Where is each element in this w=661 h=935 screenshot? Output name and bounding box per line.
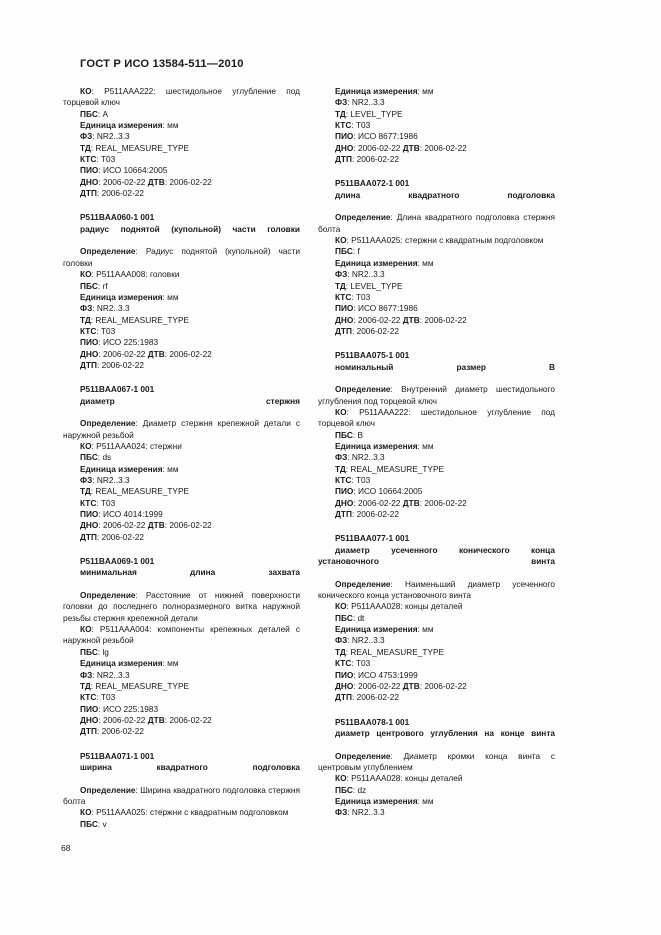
td-line-value: LEVEL_TYPE	[350, 280, 403, 291]
term-name: диаметр усеченного конического конца установочного винта	[318, 544, 555, 567]
ko-line-label: КО	[80, 86, 92, 96]
unit-line-value: мм	[422, 257, 434, 268]
unit-line: Единица измерения: мм	[80, 658, 179, 669]
ko-line-value: P511AAA028: концы деталей	[351, 601, 463, 612]
pbs-line-value: ds	[102, 452, 112, 463]
pbs-line-label: ПБС	[80, 818, 98, 829]
dno-value: 2006-02-22	[357, 497, 401, 508]
pio-line-value: ИСО 8677:1986	[358, 131, 418, 142]
pio-line-label: ПИО	[335, 131, 354, 142]
unit-line-value: мм	[167, 658, 179, 669]
definition-label: Определение	[80, 784, 136, 795]
pbs-line: ПБС: f	[335, 246, 360, 257]
fz-line: ФЗ: NR2..3.3	[80, 131, 130, 142]
term-entry	[63, 86, 300, 199]
pbs-line-label: ПБС	[335, 784, 353, 795]
ko-line-label: КО	[335, 601, 347, 612]
pio-line: ПИО: ИСО 8677:1986	[335, 303, 418, 314]
pbs-line-value: lg	[102, 646, 109, 657]
term-code: P511BAA078-1 001	[335, 716, 410, 727]
ko-line-value: P511AAA004: компоненты крепежных деталей с наружной резьбой	[63, 624, 300, 646]
unit-line-value: мм	[167, 120, 179, 131]
ko-line: КО: P511AAA222: шестидольное углубление под торцевой ключ	[318, 406, 555, 429]
term-code: P511BAA071-1 001	[80, 750, 155, 761]
dtv-value: 2006-02-22	[169, 520, 212, 531]
dtp-line: ДТП: 2006-02-22	[80, 531, 145, 542]
dtp-line: ДТП: 2006-02-22	[335, 154, 400, 165]
ko-line-value: P511AAA025: стержни с квадратным подголовком	[96, 807, 289, 818]
dtp-line: ДТП: 2006-02-22	[80, 726, 145, 737]
fz-line-label: ФЗ	[335, 452, 348, 463]
dtv-label: ДТВ	[147, 176, 165, 187]
pbs-line-value: f	[357, 246, 360, 257]
ko-line-label: КО	[335, 235, 347, 246]
pio-line-label: ПИО	[335, 303, 354, 314]
td-line: ТД: REAL_MEASURE_TYPE	[80, 680, 190, 691]
dno-label: ДНО	[335, 497, 354, 508]
kts-line-value: T03	[100, 692, 116, 703]
pbs-line: ПБС: rf	[80, 280, 108, 291]
dtv-value: 2006-02-22	[169, 176, 212, 187]
pio-line-label: ПИО	[335, 486, 354, 497]
dtv-label: ДТВ	[147, 714, 165, 725]
dno-dtv-line: ДНО: 2006-02-22 ДТВ: 2006-02-22	[80, 348, 212, 359]
pbs-line-value: A	[102, 108, 108, 119]
term-code: P511BAA072-1 001	[335, 178, 410, 189]
fz-line-value: NR2..3.3	[351, 97, 385, 108]
right-column	[318, 86, 555, 830]
pbs-line: ПБС: B	[335, 429, 363, 440]
pio-line-value: ИСО 225:1983	[103, 337, 159, 348]
dtp-line-label: ДТП	[80, 531, 97, 542]
unit-line-label: Единица измерения	[80, 658, 163, 669]
pbs-line-label: ПБС	[80, 646, 98, 657]
fz-line-label: ФЗ	[80, 303, 93, 314]
term-name: номинальный размер B	[335, 361, 555, 372]
definition-label: Определение	[80, 590, 136, 601]
definition-line: Определение: Внутренний диаметр шестидольного углубления под торцевой ключ	[318, 384, 555, 406]
unit-line: Единица измерения: мм	[335, 86, 434, 96]
pbs-line: ПБС: dt	[335, 612, 365, 623]
pbs-line-label: ПБС	[80, 452, 98, 463]
pbs-line: ПБС: v	[80, 818, 107, 829]
ko-line-label: КО	[80, 440, 92, 451]
ko-line-value: P511AAA222: шестидольное углубление под торцевой ключ	[63, 86, 300, 108]
dno-label: ДНО	[335, 142, 354, 153]
ko-line-value: P511AAA024: стержни	[96, 440, 182, 451]
definition-line: Определение: Длина квадратного подголовка стержня болта	[318, 212, 555, 234]
fz-line-value: NR2..3.3	[96, 669, 130, 680]
unit-line-value: мм	[422, 86, 434, 96]
dno-label: ДНО	[80, 520, 99, 531]
term-code: P511BAA075-1 001	[335, 350, 410, 361]
dno-value: 2006-02-22	[102, 714, 146, 725]
td-line-label: ТД	[335, 463, 346, 474]
td-line: ТД: LEVEL_TYPE	[335, 280, 403, 291]
page-number: 68	[61, 843, 71, 853]
pio-line-label: ПИО	[80, 703, 99, 714]
ko-line-label: КО	[335, 773, 347, 784]
definition-line: Определение: Расстояние от нижней поверхности головки до последнего полноразмерного витка наружной резьбы стержня крепежной детали	[63, 590, 300, 623]
definition-label: Определение	[335, 578, 391, 589]
dno-dtv-line: ДНО: 2006-02-22 ДТВ: 2006-02-22	[335, 680, 467, 691]
td-line: ТД: REAL_MEASURE_TYPE	[80, 486, 190, 497]
term-entry	[318, 86, 555, 165]
dno-dtv-line: ДНО: 2006-02-22 ДТВ: 2006-02-22	[335, 314, 467, 325]
definition-value: Расстояние от нижней поверхности головки до последнего полноразмерного витка наружной резьбы стержня крепежной детали	[63, 590, 300, 623]
pio-line: ПИО: ИСО 4014:1999	[80, 509, 163, 520]
dtp-line-label: ДТП	[335, 509, 352, 520]
kts-line-value: T03	[355, 120, 371, 131]
term-entry	[63, 212, 300, 371]
ko-line: КО: P511AAA024: стержни	[80, 440, 182, 451]
dno-value: 2006-02-22	[102, 520, 146, 531]
dtv-label: ДТВ	[402, 142, 420, 153]
td-line: ТД: REAL_MEASURE_TYPE	[80, 314, 190, 325]
dtp-line-value: 2006-02-22	[356, 154, 400, 165]
fz-line-value: NR2..3.3	[351, 635, 385, 646]
dtp-line: ДТП: 2006-02-22	[335, 325, 400, 336]
ko-line-label: КО	[80, 269, 92, 280]
fz-line-label: ФЗ	[335, 807, 348, 818]
unit-line-label: Единица измерения	[335, 86, 418, 96]
dtp-line-label: ДТП	[335, 692, 352, 703]
term-entry	[318, 717, 555, 819]
kts-line-label: КТС	[80, 692, 97, 703]
fz-line-value: NR2..3.3	[96, 475, 130, 485]
pio-line: ПИО: ИСО 225:1983	[80, 337, 159, 348]
pio-line: ПИО: ИСО 10664:2005	[80, 165, 168, 176]
pio-line-label: ПИО	[80, 165, 99, 176]
fz-line: ФЗ: NR2..3.3	[335, 807, 385, 818]
dno-dtv-line: ДНО: 2006-02-22 ДТВ: 2006-02-22	[80, 176, 212, 187]
dno-label: ДНО	[80, 348, 99, 359]
unit-line-value: мм	[167, 463, 179, 474]
ko-line: КО: P511AAA028: концы деталей	[335, 601, 463, 612]
dtp-line: ДТП: 2006-02-22	[335, 509, 400, 520]
fz-line-value: NR2..3.3	[351, 452, 385, 463]
unit-line-label: Единица измерения	[335, 624, 418, 635]
dtv-label: ДТВ	[402, 680, 420, 691]
td-line-label: ТД	[335, 108, 346, 119]
term-name: диаметр центрового углубления на конце винта	[335, 727, 555, 738]
pio-line-value: ИСО 4753:1999	[358, 669, 418, 680]
dtp-line-value: 2006-02-22	[101, 359, 145, 370]
td-line-label: ТД	[335, 280, 346, 291]
fz-line: ФЗ: NR2..3.3	[80, 475, 130, 485]
td-line-label: ТД	[80, 142, 91, 153]
kts-line-label: КТС	[335, 291, 352, 302]
kts-line: КТС: T03	[80, 154, 116, 165]
fz-line-label: ФЗ	[80, 669, 93, 680]
term-entry	[318, 350, 555, 520]
kts-line-label: КТС	[80, 325, 97, 336]
term-entry	[63, 751, 300, 830]
pbs-line: ПБС: lg	[80, 646, 109, 657]
dno-value: 2006-02-22	[357, 314, 401, 325]
ko-line-label: КО	[80, 807, 92, 818]
term-name: диаметр стержня	[80, 395, 300, 406]
unit-line-label: Единица измерения	[335, 440, 418, 451]
kts-line-value: T03	[355, 658, 371, 669]
page-header: ГОСТ Р ИСО 13584-511—2010	[80, 58, 244, 70]
td-line: ТД: REAL_MEASURE_TYPE	[80, 142, 190, 153]
term-code: P511BAA077-1 001	[335, 533, 410, 544]
dtv-value: 2006-02-22	[169, 714, 212, 725]
definition-label: Определение	[80, 418, 136, 429]
term-name: радиус поднятой (купольной) части головки	[80, 223, 300, 234]
kts-line-value: T03	[355, 475, 371, 485]
fz-line-label: ФЗ	[335, 269, 348, 280]
definition-value: Диаметр кромки конца винта с центровым углублением	[318, 750, 555, 772]
ko-line: КО: P511AAA008: головки	[80, 269, 180, 280]
kts-line: КТС: T03	[80, 325, 116, 336]
kts-line: КТС: T03	[335, 120, 371, 131]
td-line: ТД: REAL_MEASURE_TYPE	[335, 463, 445, 474]
td-line-value: REAL_MEASURE_TYPE	[95, 680, 190, 691]
term-name: минимальная длина захвата	[80, 567, 300, 578]
ko-line-value: P511AAA028: концы деталей	[351, 773, 463, 784]
dno-dtv-line: ДНО: 2006-02-22 ДТВ: 2006-02-22	[335, 497, 467, 508]
dno-label: ДНО	[335, 680, 354, 691]
dtp-line: ДТП: 2006-02-22	[80, 188, 145, 199]
fz-line: ФЗ: NR2..3.3	[335, 269, 385, 280]
kts-line: КТС: T03	[335, 291, 371, 302]
td-line-value: LEVEL_TYPE	[350, 108, 403, 119]
fz-line-label: ФЗ	[335, 97, 348, 108]
term-code: P511BAA060-1 001	[80, 212, 155, 223]
ko-line-value: P511AAA222: шестидольное углубление под торцевой ключ	[318, 406, 555, 429]
fz-line-value: NR2..3.3	[96, 131, 130, 142]
dno-value: 2006-02-22	[357, 680, 401, 691]
pbs-line-value: dt	[357, 612, 365, 623]
td-line-label: ТД	[80, 680, 91, 691]
dno-value: 2006-02-22	[102, 348, 146, 359]
pbs-line-value: dz	[357, 784, 367, 795]
ko-line: КО: P511AAA025: стержни с квадратным подголовком	[335, 235, 544, 246]
dtp-line-label: ДТП	[80, 188, 97, 199]
kts-line-value: T03	[100, 154, 116, 165]
two-column-body	[63, 86, 600, 830]
unit-line-label: Единица измерения	[80, 120, 163, 131]
left-column	[63, 86, 300, 830]
ko-line-value: P511AAA008: головки	[96, 269, 180, 280]
unit-line-value: мм	[422, 440, 434, 451]
dtp-line-label: ДТП	[80, 726, 97, 737]
term-entry	[63, 556, 300, 738]
dtp-line-value: 2006-02-22	[356, 325, 400, 336]
fz-line: ФЗ: NR2..3.3	[335, 97, 385, 108]
definition-label: Определение	[335, 384, 391, 395]
kts-line-label: КТС	[80, 154, 97, 165]
pio-line-value: ИСО 8677:1986	[358, 303, 418, 314]
pbs-line-label: ПБС	[335, 429, 353, 440]
unit-line: Единица измерения: мм	[335, 795, 434, 806]
td-line-value: REAL_MEASURE_TYPE	[95, 142, 190, 153]
definition-value: Радиус поднятой (купольной) части головки	[63, 246, 300, 268]
dtv-value: 2006-02-22	[169, 348, 212, 359]
definition-line: Определение: Диаметр кромки конца винта с центровым углублением	[318, 750, 555, 772]
fz-line: ФЗ: NR2..3.3	[80, 303, 130, 314]
definition-value: Внутренний диаметр шестидольного углубления под торцевой ключ	[318, 384, 555, 406]
kts-line-value: T03	[100, 497, 116, 508]
dtv-value: 2006-02-22	[424, 314, 467, 325]
pio-line: ПИО: ИСО 4753:1999	[335, 669, 418, 680]
kts-line-label: КТС	[80, 497, 97, 508]
unit-line: Единица измерения: мм	[80, 120, 179, 131]
dtv-value: 2006-02-22	[424, 142, 467, 153]
definition-value: Длина квадратного подголовка стержня болта	[318, 212, 555, 234]
unit-line-label: Единица измерения	[80, 463, 163, 474]
pbs-line-label: ПБС	[80, 280, 98, 291]
td-line-label: ТД	[80, 314, 91, 325]
fz-line-label: ФЗ	[80, 475, 93, 485]
kts-line: КТС: T03	[335, 475, 371, 485]
ko-line: КО: P511AAA025: стержни с квадратным подголовком	[80, 807, 289, 818]
pio-line-value: ИСО 4014:1999	[103, 509, 163, 520]
fz-line-label: ФЗ	[335, 635, 348, 646]
unit-line: Единица измерения: мм	[80, 291, 179, 302]
td-line-value: REAL_MEASURE_TYPE	[95, 314, 190, 325]
term-code: P511BAA067-1 001	[80, 384, 155, 395]
dtv-value: 2006-02-22	[424, 497, 467, 508]
ko-line-value: P511AAA025: стержни с квадратным подголовком	[351, 235, 544, 246]
ko-line: КО: P511AAA222: шестидольное углубление под торцевой ключ	[63, 86, 300, 108]
fz-line: ФЗ: NR2..3.3	[80, 669, 130, 680]
fz-line-value: NR2..3.3	[96, 303, 130, 314]
term-code: P511BAA069-1 001	[80, 556, 155, 567]
pio-line: ПИО: ИСО 225:1983	[80, 703, 159, 714]
unit-line-label: Единица измерения	[335, 795, 418, 806]
definition-line: Определение: Наименьший диаметр усеченного конического конца установочного винта	[318, 578, 555, 601]
dtp-line: ДТП: 2006-02-22	[335, 692, 400, 703]
dtp-line-label: ДТП	[80, 359, 97, 370]
definition-value: Диаметр стержня крепежной детали с наружной резьбой	[63, 418, 300, 440]
unit-line: Единица измерения: мм	[335, 440, 434, 451]
unit-line: Единица измерения: мм	[335, 257, 434, 268]
fz-line-value: NR2..3.3	[351, 807, 385, 818]
fz-line: ФЗ: NR2..3.3	[335, 452, 385, 463]
kts-line: КТС: T03	[335, 658, 371, 669]
ko-line: КО: P511AAA004: компоненты крепежных деталей с наружной резьбой	[63, 624, 300, 646]
unit-line-label: Единица измерения	[335, 257, 418, 268]
dno-dtv-line: ДНО: 2006-02-22 ДТВ: 2006-02-22	[335, 142, 467, 153]
dno-value: 2006-02-22	[102, 176, 146, 187]
fz-line-value: NR2..3.3	[351, 269, 385, 280]
pio-line-label: ПИО	[80, 509, 99, 520]
definition-label: Определение	[335, 212, 391, 223]
kts-line-value: T03	[100, 325, 116, 336]
td-line: ТД: REAL_MEASURE_TYPE	[335, 646, 445, 657]
td-line-value: REAL_MEASURE_TYPE	[95, 486, 190, 497]
pbs-line: ПБС: A	[80, 108, 108, 119]
definition-label: Определение	[335, 750, 391, 761]
dno-dtv-line: ДНО: 2006-02-22 ДТВ: 2006-02-22	[80, 714, 212, 725]
td-line-label: ТД	[335, 646, 346, 657]
term-name: ширина квадратного подголовка	[80, 761, 300, 772]
unit-line: Единица измерения: мм	[80, 463, 179, 474]
unit-line-value: мм	[422, 624, 434, 635]
dtv-label: ДТВ	[147, 520, 165, 531]
dno-label: ДНО	[80, 176, 99, 187]
pbs-line-label: ПБС	[80, 108, 98, 119]
dtv-label: ДТВ	[402, 314, 420, 325]
dno-label: ДНО	[335, 314, 354, 325]
ko-line-label: КО	[335, 406, 347, 417]
kts-line-label: КТС	[335, 120, 352, 131]
dtp-line-label: ДТП	[335, 154, 352, 165]
term-entry	[318, 533, 555, 703]
dtp-line-value: 2006-02-22	[356, 509, 400, 520]
pbs-line-label: ПБС	[335, 246, 353, 257]
kts-line: КТС: T03	[80, 497, 116, 508]
dtp-line-value: 2006-02-22	[356, 692, 400, 703]
pio-line: ПИО: ИСО 10664:2005	[335, 486, 423, 497]
ko-line-label: КО	[80, 624, 92, 635]
td-line-label: ТД	[80, 486, 91, 497]
pio-line: ПИО: ИСО 8677:1986	[335, 131, 418, 142]
pio-line-label: ПИО	[335, 669, 354, 680]
definition-value: Ширина квадратного подголовка стержня болта	[63, 784, 300, 806]
dno-dtv-line: ДНО: 2006-02-22 ДТВ: 2006-02-22	[80, 520, 212, 531]
fz-line-label: ФЗ	[80, 131, 93, 142]
pio-line-value: ИСО 10664:2005	[103, 165, 168, 176]
kts-line-value: T03	[355, 291, 371, 302]
definition-value: Наименьший диаметр усеченного конического конца установочного винта	[318, 578, 555, 601]
pio-line-value: ИСО 225:1983	[103, 703, 159, 714]
definition-line: Определение: Ширина квадратного подголовка стержня болта	[63, 784, 300, 806]
dno-value: 2006-02-22	[357, 142, 401, 153]
pio-line-value: ИСО 10664:2005	[358, 486, 423, 497]
term-name: длина квадратного подголовка	[335, 189, 555, 200]
td-line-value: REAL_MEASURE_TYPE	[350, 646, 445, 657]
kts-line-label: КТС	[335, 475, 352, 485]
definition-label: Определение	[80, 246, 136, 257]
unit-line: Единица измерения: мм	[335, 624, 434, 635]
definition-line: Определение: Радиус поднятой (купольной) части головки	[63, 246, 300, 268]
dtp-line-value: 2006-02-22	[101, 726, 145, 737]
dtp-line-label: ДТП	[335, 325, 352, 336]
dno-label: ДНО	[80, 714, 99, 725]
dtp-line-value: 2006-02-22	[101, 531, 145, 542]
dtv-label: ДТВ	[147, 348, 165, 359]
td-line: ТД: LEVEL_TYPE	[335, 108, 403, 119]
pbs-line-value: v	[102, 818, 107, 829]
dtp-line: ДТП: 2006-02-22	[80, 359, 145, 370]
term-entry	[318, 178, 555, 337]
ko-line: КО: P511AAA028: концы деталей	[335, 773, 463, 784]
pio-line-label: ПИО	[80, 337, 99, 348]
unit-line-value: мм	[167, 291, 179, 302]
pbs-line: ПБС: dz	[335, 784, 367, 795]
pbs-line: ПБС: ds	[80, 452, 112, 463]
unit-line-label: Единица измерения	[80, 291, 163, 302]
kts-line-label: КТС	[335, 658, 352, 669]
dtv-value: 2006-02-22	[424, 680, 467, 691]
kts-line: КТС: T03	[80, 692, 116, 703]
td-line-value: REAL_MEASURE_TYPE	[350, 463, 445, 474]
dtp-line-value: 2006-02-22	[101, 188, 145, 199]
definition-line: Определение: Диаметр стержня крепежной детали с наружной резьбой	[63, 418, 300, 440]
pbs-line-label: ПБС	[335, 612, 353, 623]
fz-line: ФЗ: NR2..3.3	[335, 635, 385, 646]
unit-line-value: мм	[422, 795, 434, 806]
pbs-line-value: B	[357, 429, 363, 440]
term-entry	[63, 384, 300, 543]
pbs-line-value: rf	[102, 280, 108, 291]
dtv-label: ДТВ	[402, 497, 420, 508]
